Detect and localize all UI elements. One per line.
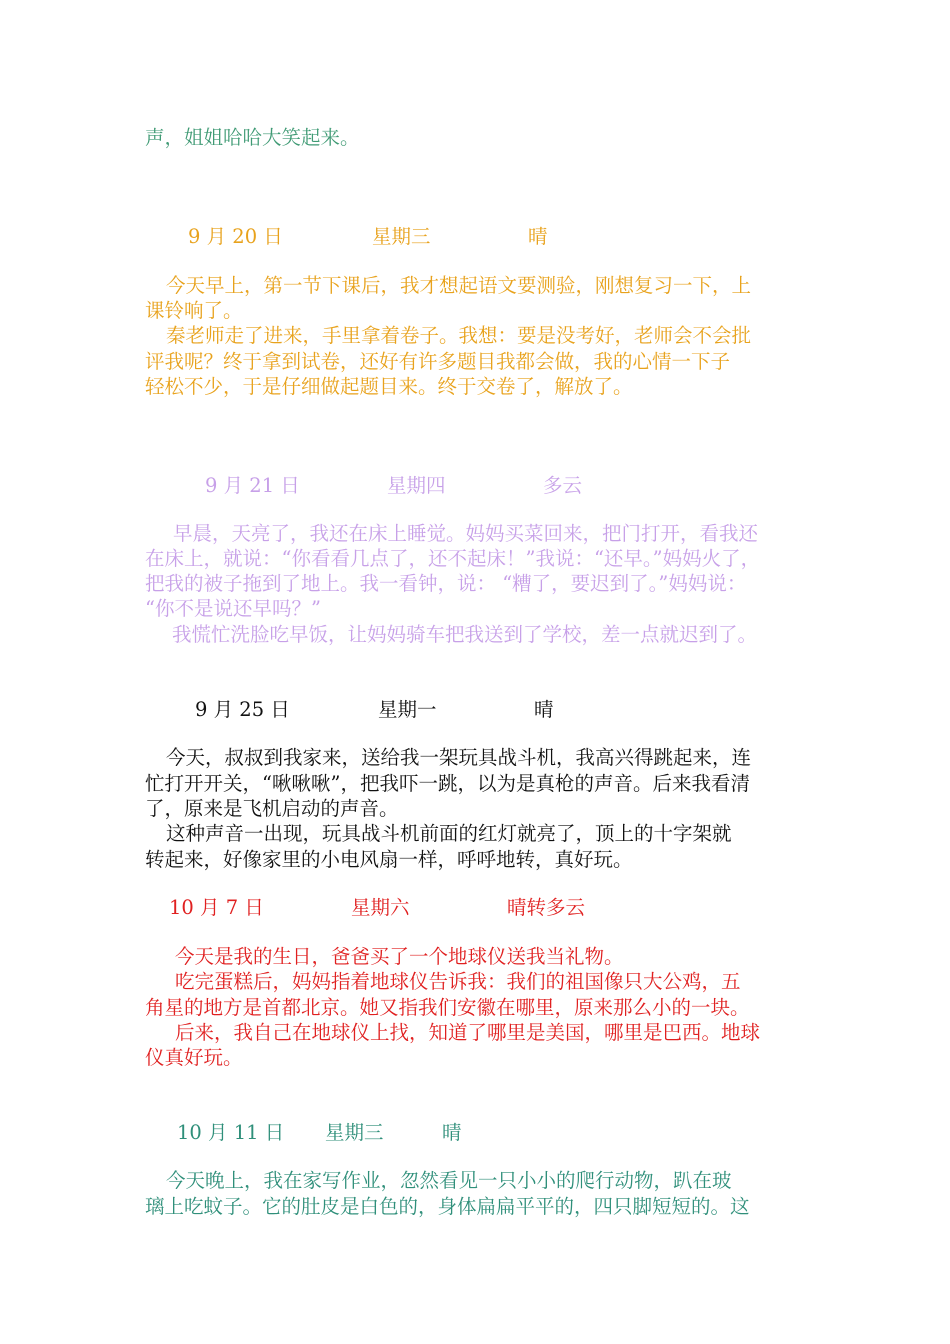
- entry-text-line: 评我呢？终于拿到试卷，还好有许多题目我都会做，我的心情一下子: [145, 350, 731, 373]
- entry-text-line: 仪真好玩。: [145, 1046, 243, 1069]
- entry-text-line: 吃完蛋糕后，妈妈指着地球仪告诉我：我们的祖国像只大公鸡，五: [175, 970, 741, 993]
- entry-date: 9 月 21 日: [205, 474, 300, 497]
- entry-date: 10 月 7 日: [169, 896, 264, 919]
- entry-weather: 晴转多云: [507, 896, 586, 919]
- entry-date: 10 月 11 日: [177, 1121, 285, 1144]
- entry-text-line: 转起来，好像家里的小电风扇一样，呼呼地转，真好玩。: [145, 848, 633, 871]
- diary-intro-line: 声，姐姐哈哈大笑起来。: [145, 126, 360, 149]
- entry-text-line: 这种声音一出现，玩具战斗机前面的红灯就亮了，顶上的十字架就: [166, 822, 732, 845]
- entry-text-line: 今天晚上，我在家写作业，忽然看见一只小小的爬行动物，趴在玻: [166, 1169, 732, 1192]
- entry-text-line: 今天，叔叔到我家来，送给我一架玩具战斗机，我高兴得跳起来，连: [166, 746, 752, 769]
- entry-date: 9 月 20 日: [188, 225, 283, 248]
- entry-weather: 晴: [442, 1121, 462, 1144]
- entry-text-line: 轻松不少，于是仔细做起题目来。终于交卷了，解放了。: [145, 375, 633, 398]
- entry-text-line: 后来，我自己在地球仪上找，知道了哪里是美国，哪里是巴西。地球: [175, 1021, 761, 1044]
- entry-weekday: 星期三: [325, 1121, 384, 1144]
- entry-weekday: 星期六: [351, 896, 410, 919]
- entry-text-line: 早晨，天亮了，我还在床上睡觉。妈妈买菜回来，把门打开，看我还: [173, 522, 759, 545]
- entry-text-line: 角星的地方是首都北京。她又指我们安徽在哪里，原来那么小的一块。: [145, 996, 750, 1019]
- entry-weather: 晴: [528, 225, 548, 248]
- entry-text-line: 忙打开开关，“啾啾啾”，把我吓一跳，以为是真枪的声音。后来我看清: [145, 772, 750, 795]
- entry-text-line: 今天是我的生日，爸爸买了一个地球仪送我当礼物。: [175, 945, 624, 968]
- entry-text-line: 秦老师走了进来，手里拿着卷子。我想：要是没考好，老师会不会批: [166, 324, 752, 347]
- entry-weekday: 星期一: [378, 698, 437, 721]
- entry-weather: 多云: [543, 474, 583, 497]
- entry-text-line: 今天早上，第一节下课后，我才想起语文要测验，刚想复习一下，上: [166, 274, 752, 297]
- entry-weekday: 星期三: [372, 225, 431, 248]
- entry-text-line: 璃上吃蚊子。它的肚皮是白色的，身体扁扁平平的，四只脚短短的。这: [145, 1195, 750, 1218]
- entry-text-line: “你不是说还早吗？”: [145, 597, 321, 620]
- entry-text-line: 我慌忙洗脸吃早饭，让妈妈骑车把我送到了学校，差一点就迟到了。: [172, 623, 758, 646]
- entry-date: 9 月 25 日: [195, 698, 290, 721]
- entry-text-line: 了，原来是飞机启动的声音。: [145, 797, 399, 820]
- entry-text-line: 把我的被子拖到了地上。我一看钟，说： “糟了，要迟到了。”妈妈说：: [145, 572, 747, 595]
- entry-text-line: 在床上，就说：“你看看几点了，还不起床！”我说：“还早。”妈妈火了，: [145, 547, 761, 570]
- entry-weekday: 星期四: [387, 474, 446, 497]
- entry-text-line: 课铃响了。: [145, 299, 243, 322]
- entry-weather: 晴: [534, 698, 554, 721]
